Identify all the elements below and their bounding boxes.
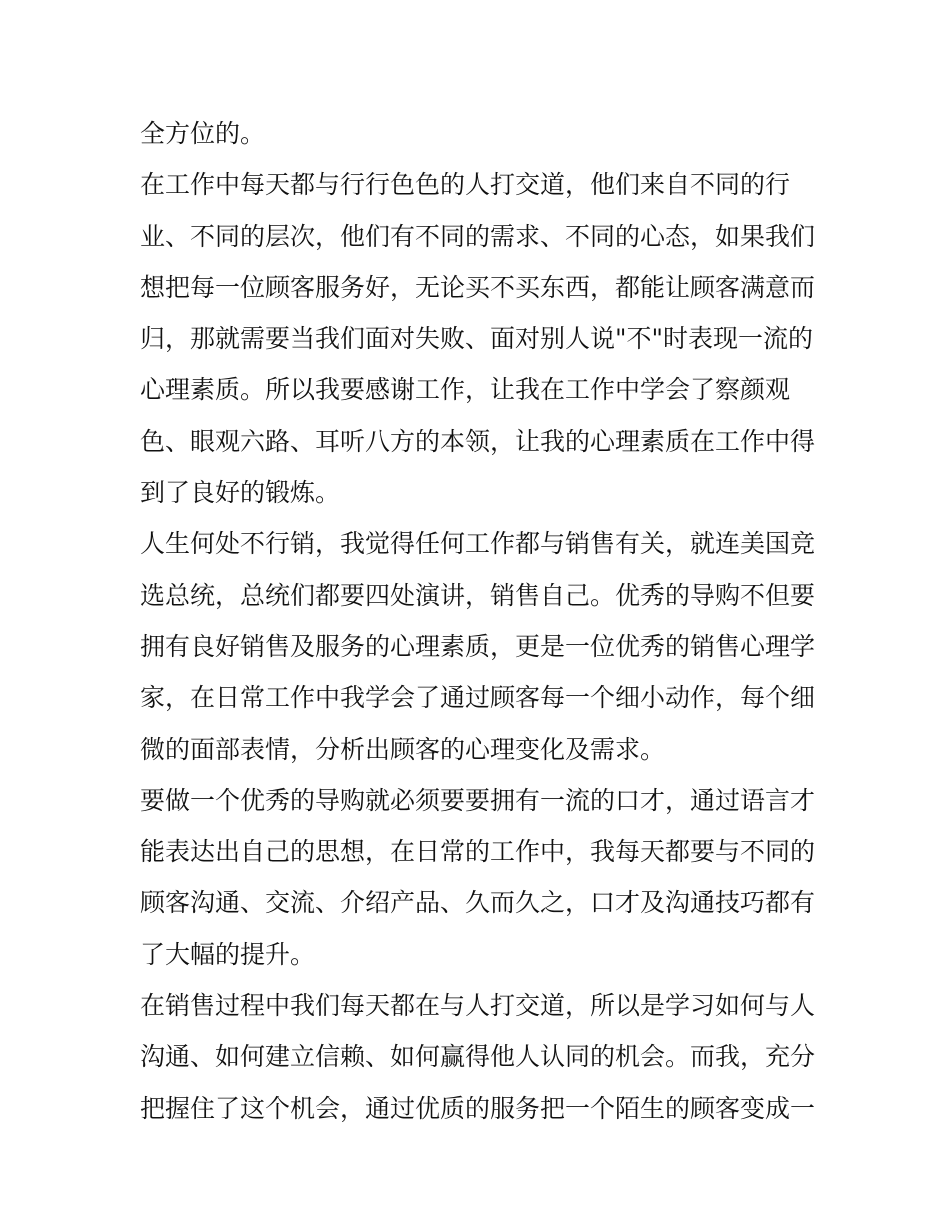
text-line: 色、眼观六路、耳听八方的本领，让我的心理素质在工作中得 [140,426,816,456]
text-line: 沟通、如何建立信赖、如何赢得他人认同的机会。而我，充分 [140,1042,816,1072]
text-line: 要做一个优秀的导购就必须要要拥有一流的口才，通过语言才 [140,785,816,815]
text-line: 人生何处不行销，我觉得任何工作都与销售有关，就连美国竞 [140,529,816,559]
text-line: 在销售过程中我们每天都在与人打交道，所以是学习如何与人 [140,991,816,1021]
text-line: 心理素质。所以我要感谢工作，让我在工作中学会了察颜观 [140,375,791,405]
document-body-text [140,108,820,1134]
text-line: 能表达出自己的思想，在日常的工作中，我每天都要与不同的 [140,837,816,867]
text-line: 拥有良好销售及服务的心理素质，更是一位优秀的销售心理学 [140,631,816,661]
text-line: 微的面部表情，分析出顾客的心理变化及需求。 [140,734,666,764]
text-line: 家，在日常工作中我学会了通过顾客每一个细小动作，每个细 [140,683,816,713]
text-line: 了大幅的提升。 [140,939,316,969]
text-line: 想把每一位顾客服务好，无论买不买东西，都能让顾客满意而 [140,272,816,302]
text-line: 在工作中每天都与行行色色的人打交道，他们来自不同的行 [140,170,791,200]
text-line: 归，那就需要当我们面对失败、面对别人说"不"时表现一流的 [140,324,814,354]
text-line: 到了良好的锻炼。 [140,478,341,508]
text-line: 顾客沟通、交流、介绍产品、久而久之，口才及沟通技巧都有 [140,888,816,918]
text-line: 全方位的。 [140,119,266,148]
text-line: 选总统，总统们都要四处演讲，销售自己。优秀的导购不但要 [140,580,816,610]
text-line: 把握住了这个机会，通过优质的服务把一个陌生的顾客变成一 [140,1093,816,1123]
text-line: 业、不同的层次，他们有不同的需求、不同的心态，如果我们 [140,221,816,251]
